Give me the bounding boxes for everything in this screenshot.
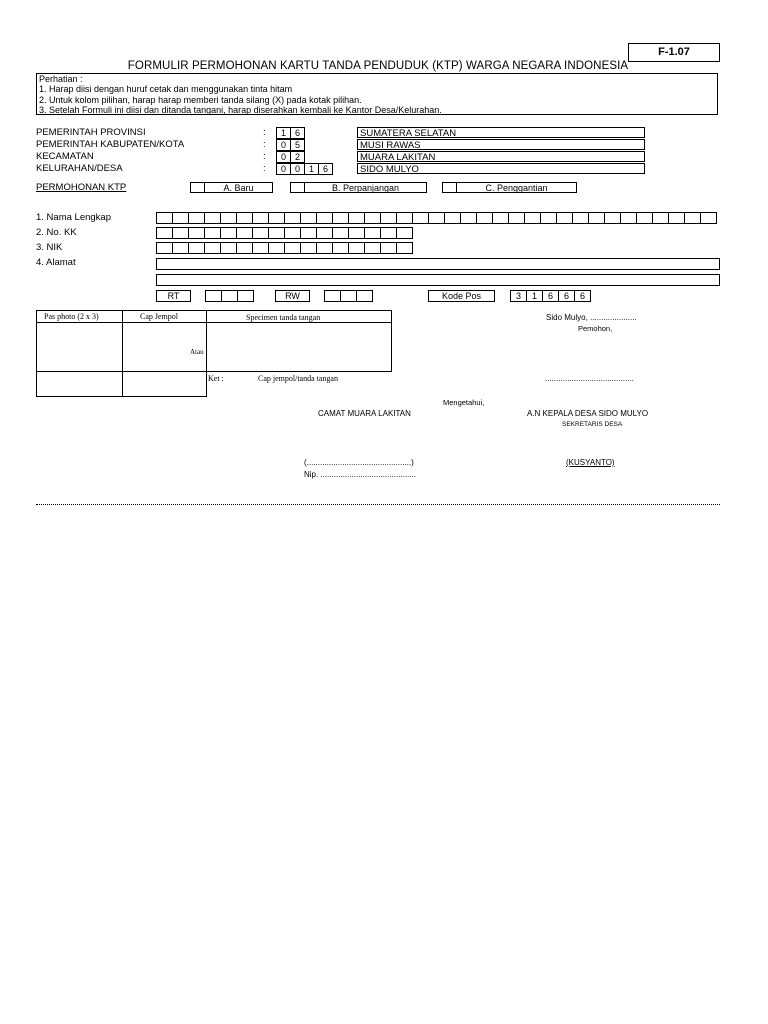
digit: 3: [510, 290, 527, 302]
thumb-header: Cap Jempol: [140, 312, 178, 321]
province-code: [277, 127, 305, 139]
notes-heading: Perhatian :: [39, 74, 83, 84]
input-cell[interactable]: [172, 242, 189, 254]
input-cell[interactable]: [668, 212, 685, 224]
note-item-3: 3. Setelah Formuli ini diisi dan ditanda tangani, harap diserahkan kembali ke Kantor Desa/Kelurahan.: [39, 104, 442, 115]
camat-name: (...............................................): [304, 458, 414, 467]
input-cell[interactable]: [252, 227, 269, 239]
input-cell[interactable]: [348, 227, 365, 239]
village-code: [277, 163, 333, 175]
district-label: KECAMATAN: [36, 151, 94, 162]
input-cell[interactable]: [204, 212, 221, 224]
input-cell[interactable]: [236, 227, 253, 239]
input-cell[interactable]: [540, 212, 557, 224]
input-cell[interactable]: [556, 212, 573, 224]
kades-name: (KUSYANTO): [566, 458, 615, 467]
input-cell[interactable]: [380, 212, 397, 224]
input-cell[interactable]: [156, 242, 173, 254]
input-cell[interactable]: [364, 242, 381, 254]
input-cell[interactable]: [380, 242, 397, 254]
divider: [122, 310, 123, 397]
village-label: KELURAHAN/DESA: [36, 163, 123, 174]
digit: 0: [276, 163, 291, 175]
input-cell[interactable]: [332, 227, 349, 239]
applicant-role: Pemohon,: [578, 324, 613, 333]
postal-code: [511, 290, 591, 302]
input-cell[interactable]: [364, 227, 381, 239]
form-code: F-1.07: [628, 43, 720, 62]
input-cell[interactable]: [380, 227, 397, 239]
input-cell[interactable]: [204, 242, 221, 254]
input-cell[interactable]: [252, 242, 269, 254]
input-cell[interactable]: [332, 212, 349, 224]
regency-name: MUSI RAWAS: [357, 139, 645, 150]
input-cell[interactable]: [316, 242, 333, 254]
input-cell[interactable]: [340, 290, 357, 302]
input-cell[interactable]: [444, 212, 461, 224]
option-penggantian-checkbox[interactable]: [442, 182, 457, 193]
rw-input-cells[interactable]: [325, 290, 373, 302]
input-cell[interactable]: [268, 212, 285, 224]
input-cell[interactable]: [188, 242, 205, 254]
village-name: SIDO MULYO: [357, 163, 645, 174]
digit: 1: [276, 127, 291, 139]
district-name: MUARA LAKITAN: [357, 151, 645, 162]
input-cell[interactable]: [156, 212, 173, 224]
input-cell[interactable]: [572, 212, 589, 224]
digit: 2: [290, 151, 305, 163]
input-cell[interactable]: [324, 290, 341, 302]
photo-header: Pas photo (2 x 3): [44, 312, 99, 321]
input-cell[interactable]: [300, 242, 317, 254]
input-cell[interactable]: [300, 212, 317, 224]
regency-code: [277, 139, 305, 151]
option-penggantian-label: C. Penggantian: [456, 182, 577, 193]
divider: [36, 322, 392, 323]
district-code: [277, 151, 305, 163]
colon: :: [263, 163, 266, 174]
notes-box: [36, 73, 718, 115]
input-cell[interactable]: [364, 212, 381, 224]
rt-input-cells[interactable]: [206, 290, 254, 302]
place-date: Sido Mulyo, .....................: [546, 313, 637, 322]
specimen-header: Specimen tanda tangan: [246, 313, 321, 322]
acknowledge-heading: Mengetahui,: [443, 398, 485, 407]
input-cell[interactable]: [356, 290, 373, 302]
input-cell[interactable]: [221, 290, 238, 302]
bottom-divider: [36, 504, 720, 505]
input-cell[interactable]: [524, 212, 541, 224]
input-cell[interactable]: [220, 242, 237, 254]
digit: 0: [276, 139, 291, 151]
input-cell[interactable]: [396, 242, 413, 254]
input-cell[interactable]: [684, 212, 701, 224]
digit: 6: [290, 127, 305, 139]
input-cell[interactable]: [636, 212, 653, 224]
input-cell[interactable]: [268, 227, 285, 239]
input-cell[interactable]: [604, 212, 621, 224]
digit: 6: [542, 290, 559, 302]
colon: :: [263, 127, 266, 138]
input-cell[interactable]: [284, 227, 301, 239]
input-cell[interactable]: [348, 212, 365, 224]
input-cell[interactable]: [492, 212, 509, 224]
input-cell[interactable]: [588, 212, 605, 224]
input-cell[interactable]: [284, 242, 301, 254]
regency-label: PEMERINTAH KABUPATEN/KOTA: [36, 139, 185, 150]
camat-nip: Nip. ...........................................: [304, 470, 417, 479]
digit: 0: [290, 163, 305, 175]
nik-input-cells[interactable]: [157, 242, 413, 254]
input-cell[interactable]: [508, 212, 525, 224]
input-cell[interactable]: [332, 242, 349, 254]
input-cell[interactable]: [236, 212, 253, 224]
input-cell[interactable]: [396, 227, 413, 239]
atau-text: Atau: [190, 348, 204, 356]
province-label: PEMERINTAH PROVINSI: [36, 127, 146, 138]
option-perpanjangan-label: B. Perpanjangan: [304, 182, 427, 193]
input-cell[interactable]: [348, 242, 365, 254]
note-item-2: 2. Untuk kolom pilihan, harap harap memberi tanda silang (X) pada kotak pilihan.: [39, 94, 362, 105]
digit: 0: [276, 151, 291, 163]
kades-subtitle: SEKRETARIS DESA: [562, 421, 623, 428]
input-cell[interactable]: [700, 212, 717, 224]
kk-input-cells[interactable]: [157, 227, 413, 239]
input-cell[interactable]: [316, 227, 333, 239]
rw-label: RW: [275, 290, 310, 302]
colon: :: [263, 151, 266, 162]
option-baru-checkbox[interactable]: [190, 182, 205, 193]
name-input-cells[interactable]: [157, 212, 717, 224]
input-cell[interactable]: [476, 212, 493, 224]
camat-title: CAMAT MUARA LAKITAN: [318, 409, 411, 418]
applicant-sign-line: ........................................: [545, 374, 634, 383]
input-cell[interactable]: [172, 212, 189, 224]
input-cell[interactable]: [252, 212, 269, 224]
input-cell[interactable]: [188, 227, 205, 239]
colon: :: [263, 139, 266, 150]
note-item-1: 1. Harap diisi dengan huruf cetak dan menggunakan tinta hitam: [39, 84, 293, 95]
option-perpanjangan-checkbox[interactable]: [290, 182, 305, 193]
postal-label: Kode Pos: [428, 290, 495, 302]
digit: 6: [574, 290, 591, 302]
input-cell[interactable]: [412, 212, 429, 224]
input-cell[interactable]: [652, 212, 669, 224]
digit: 1: [526, 290, 543, 302]
application-label: PERMOHONAN KTP: [36, 182, 127, 193]
ket-label: Ket :: [208, 374, 224, 383]
input-cell[interactable]: [284, 212, 301, 224]
nik-label: 3. NIK: [36, 242, 63, 253]
address-line-2[interactable]: [156, 274, 720, 286]
input-cell[interactable]: [396, 212, 413, 224]
form-title: FORMULIR PERMOHONAN KARTU TANDA PENDUDUK (KTP) WARGA NEGARA INDONESIA: [127, 60, 629, 72]
input-cell[interactable]: [316, 212, 333, 224]
input-cell[interactable]: [460, 212, 477, 224]
rt-label: RT: [156, 290, 191, 302]
input-cell[interactable]: [172, 227, 189, 239]
ket-value: Cap jempol/tanda tangan: [258, 374, 338, 383]
digit: 1: [304, 163, 319, 175]
kk-label: 2. No. KK: [36, 227, 77, 238]
digit: 6: [318, 163, 333, 175]
input-cell[interactable]: [300, 227, 317, 239]
name-label: 1. Nama Lengkap: [36, 212, 111, 223]
input-cell[interactable]: [188, 212, 205, 224]
input-cell[interactable]: [220, 212, 237, 224]
input-cell[interactable]: [204, 227, 221, 239]
address-line-1[interactable]: [156, 258, 720, 270]
input-cell[interactable]: [236, 242, 253, 254]
input-cell[interactable]: [205, 290, 222, 302]
province-name: SUMATERA SELATAN: [357, 127, 645, 138]
input-cell[interactable]: [268, 242, 285, 254]
input-cell[interactable]: [620, 212, 637, 224]
input-cell[interactable]: [428, 212, 445, 224]
option-baru-label: A. Baru: [204, 182, 273, 193]
digit: 5: [290, 139, 305, 151]
kades-title: A.N KEPALA DESA SIDO MULYO: [527, 409, 649, 418]
address-label: 4. Alamat: [36, 257, 76, 268]
input-cell[interactable]: [237, 290, 254, 302]
digit: 6: [558, 290, 575, 302]
input-cell[interactable]: [220, 227, 237, 239]
input-cell[interactable]: [156, 227, 173, 239]
